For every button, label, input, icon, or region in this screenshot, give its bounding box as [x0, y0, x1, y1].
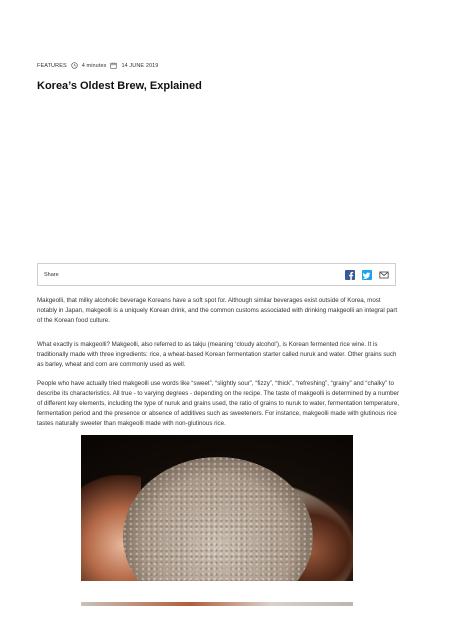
read-time: 4 minutes [81, 62, 107, 69]
email-icon[interactable] [379, 270, 389, 280]
share-label: Share [44, 271, 59, 278]
publish-date: 14 JUNE 2019 [121, 62, 159, 69]
article-paragraph: What exactly is makgeolli? Makgeolli, also referred to as takju (meaning ‘cloudy alcohol’), is Korean fermented rice wine. It is traditionally made with three ingredients: rice, a wheat-based Korean fermentation starter called nuruk and water. Other grains such as barley, wheat and corn are commonly used as well. [37, 341, 397, 368]
share-icons [345, 270, 389, 280]
category-label[interactable]: FEATURES [37, 62, 67, 69]
facebook-icon[interactable] [345, 270, 355, 280]
second-photo-edge [81, 602, 353, 606]
share-bar [37, 263, 396, 286]
article-paragraph: People who have actually tried makgeolli use words like “sweet”, “slightly sour”, “fizzy”, “thick”, “refreshing”, “grainy” and “chalky” to describe its characteristics. All true - to varying degrees - depending on the recipe. The taste of makgeolli is determined by a number of different key elements, including the type of nuruk and grains used, the ratio of grains to nuruk to water, fermentation temperature, fermentation period and the presence or absence of additives such as sweeteners. For instance, makgeolli made with glutinous rice tastes naturally sweeter than makgeolli made with non-glutinous rice. [37, 380, 400, 427]
article-title: Korea’s Oldest Brew, Explained [37, 80, 202, 93]
clock-icon [71, 62, 78, 69]
article-paragraph: Makgeolli, that milky alcoholic beverage Koreans have a soft spot for. Although similar beverages exist outside of Korea, most notably in Japan, makgeolli is a uniquely Korean drink, and the common customs associated with drinking makgeolli an integral part of the Korean food culture. [37, 297, 398, 324]
makgeolli-surface [123, 457, 313, 581]
article-meta [37, 62, 158, 69]
calendar-icon [110, 62, 117, 69]
makgeolli-photo [81, 435, 353, 581]
twitter-icon[interactable] [362, 270, 372, 280]
